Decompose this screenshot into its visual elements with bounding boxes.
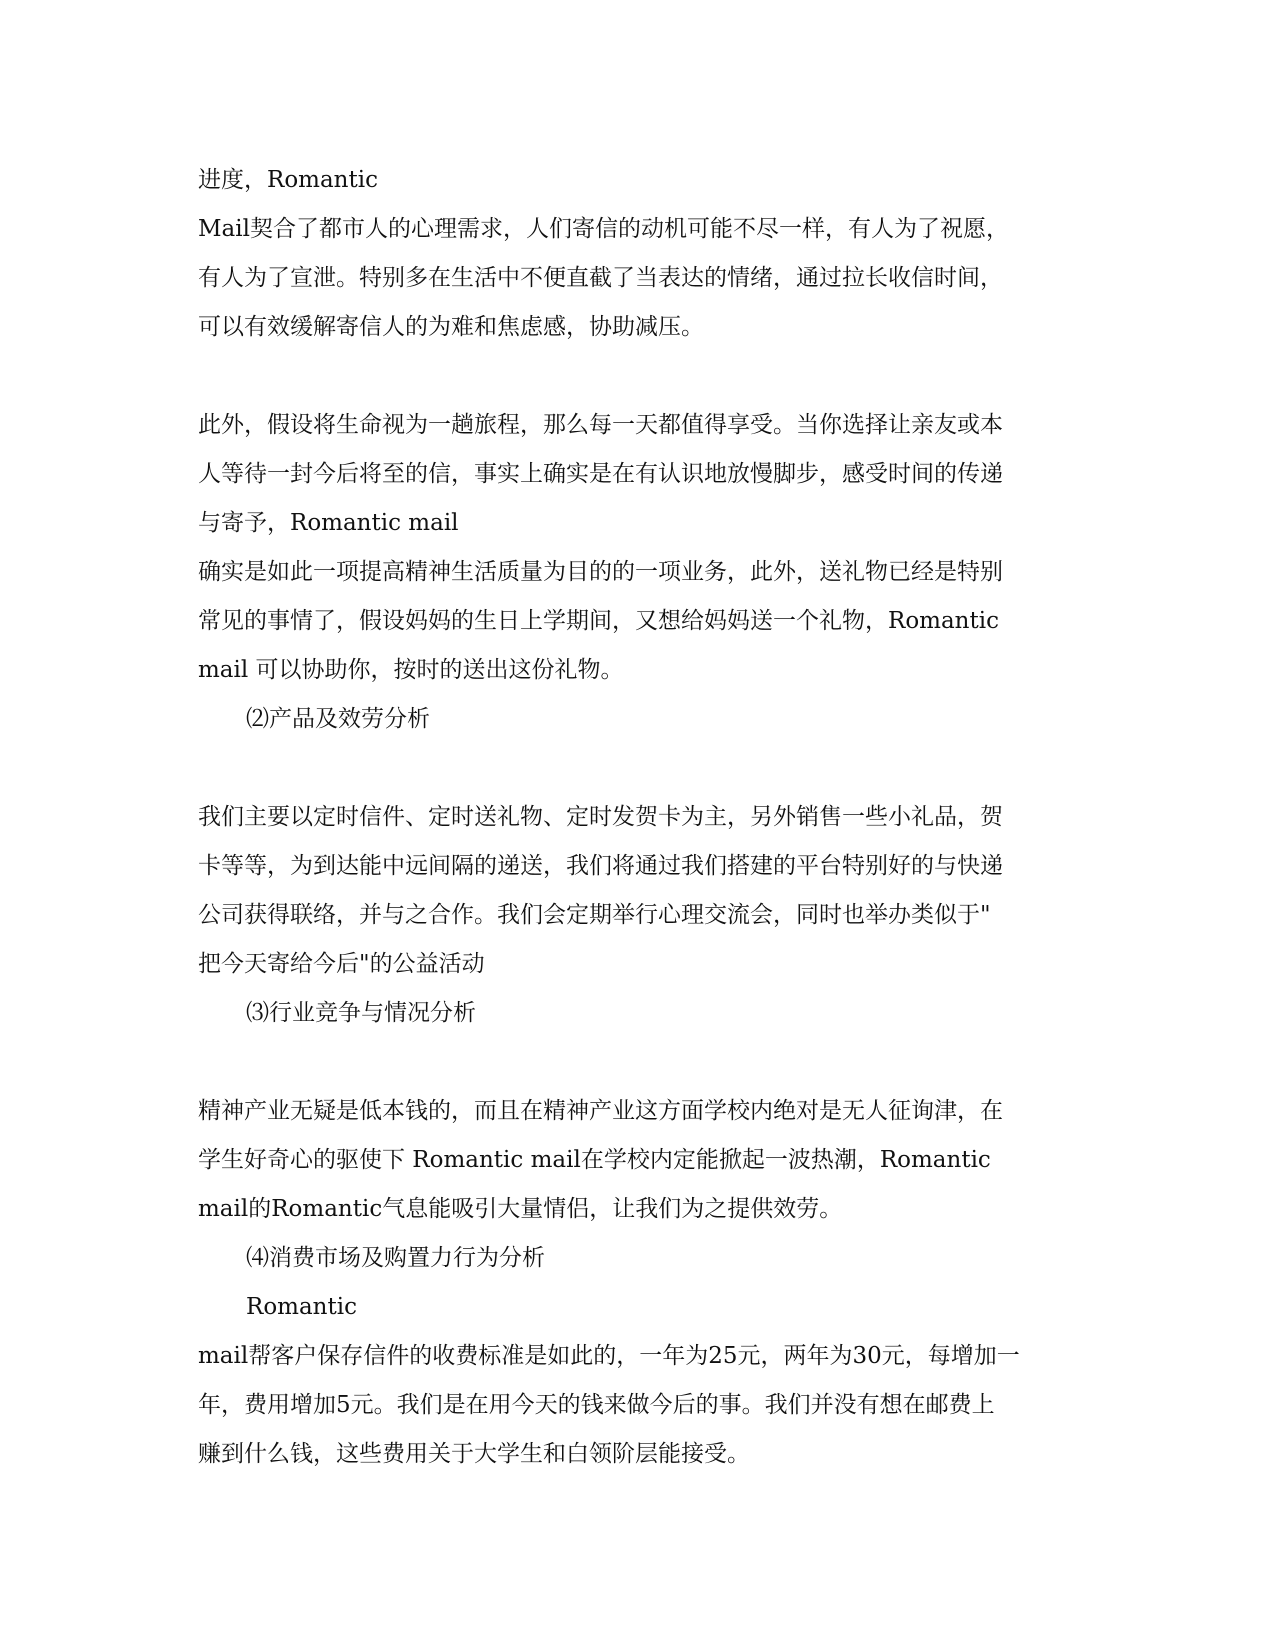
text-line: 有人为了宣泄。特别多在生活中不便直截了当表达的情绪，通过拉长收信时间， (198, 265, 1003, 291)
text-line: 卡等等，为到达能中远间隔的递送，我们将通过我们搭建的平台特别好的与快递 (198, 853, 1003, 879)
text-line: 可以有效缓解寄信人的为难和焦虑感，协助减压。 (198, 314, 704, 340)
text-line: 常见的事情了，假设妈妈的生日上学期间，又想给妈妈送一个礼物，Romantic (198, 608, 999, 634)
text-line: 精神产业无疑是低本钱的，而且在精神产业这方面学校内绝对是无人征询津，在 (198, 1098, 1003, 1124)
text-line: Romantic (246, 1294, 357, 1320)
text-line: 公司获得联络，并与之合作。我们会定期举行心理交流会，同时也举办类似于" (198, 902, 991, 928)
paragraph-block-4 (198, 1087, 1078, 1234)
text-line: 此外，假设将生命视为一趟旅程，那么每一天都值得享受。当你选择让亲友或本 (198, 412, 1003, 438)
text-line: mail 可以协助你，按时的送出这份礼物。 (198, 657, 624, 683)
paragraph-block-5 (198, 1283, 1078, 1479)
paragraph-block-3 (198, 793, 1078, 989)
section-heading-3: ⑶行业竞争与情况分析 (246, 1000, 476, 1026)
section-heading-4: ⑷消费市场及购置力行为分析 (246, 1245, 545, 1271)
paragraph-gap (198, 1038, 1078, 1087)
document-page (198, 156, 1078, 1479)
paragraph-block-1 (198, 156, 1078, 352)
paragraph-gap (198, 352, 1078, 401)
paragraph-block-2 (198, 401, 1078, 695)
text-line: mail帮客户保存信件的收费标准是如此的，一年为25元，两年为30元，每增加一 (198, 1343, 1020, 1369)
text-line: 我们主要以定时信件、定时送礼物、定时发贺卡为主，另外销售一些小礼品，贺 (198, 804, 1003, 830)
text-line: 赚到什么钱，这些费用关于大学生和白领阶层能接受。 (198, 1441, 750, 1467)
text-line: 确实是如此一项提高精神生活质量为目的的一项业务，此外，送礼物已经是特别 (198, 559, 1003, 585)
text-line: 进度，Romantic (198, 167, 378, 193)
text-line: Mail契合了都市人的心理需求，人们寄信的动机可能不尽一样，有人为了祝愿， (198, 216, 1009, 242)
text-line: 人等待一封今后将至的信，事实上确实是在有认识地放慢脚步，感受时间的传递 (198, 461, 1003, 487)
text-line: 年，费用增加5元。我们是在用今天的钱来做今后的事。我们并没有想在邮费上 (198, 1392, 995, 1418)
section-heading-2: ⑵产品及效劳分析 (246, 706, 430, 732)
text-line: 把今天寄给今后"的公益活动 (198, 951, 485, 977)
text-line: 学生好奇心的驱使下 Romantic mail在学校内定能掀起一波热潮，Romantic (198, 1147, 991, 1173)
paragraph-gap (198, 744, 1078, 793)
text-line: mail的Romantic气息能吸引大量情侣，让我们为之提供效劳。 (198, 1196, 843, 1222)
text-line: 与寄予，Romantic mail (198, 510, 459, 536)
